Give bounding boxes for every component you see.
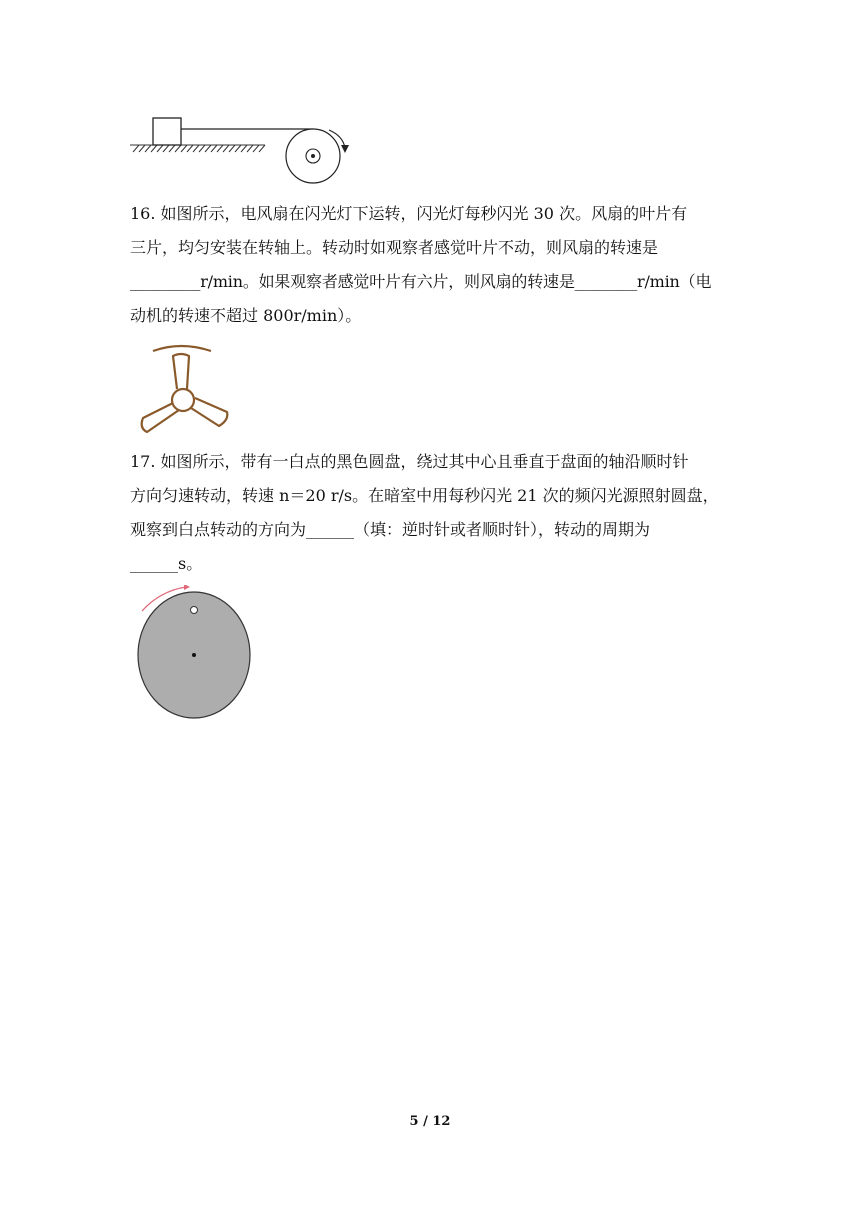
question-17 [130, 449, 740, 579]
disk-center [192, 653, 196, 657]
page-number: 5 / 12 [409, 1114, 451, 1129]
q17-line-3: 观察到白点转动的方向为______（填：逆时针或者顺时针），转动的周期为 [130, 520, 651, 539]
block [153, 118, 181, 145]
q16-line-3: _________r/min。如果观察者感觉叶片有六片，则风扇的转速是________r/min（电 [130, 272, 712, 291]
fan-hub [172, 389, 194, 411]
block-pulley-figure [125, 112, 365, 192]
ground-hatching [130, 145, 265, 152]
disk-figure [132, 585, 257, 725]
q17-line-2: 方向匀速转动，转速 n＝20 r/s。在暗室中用每秒闪光 21 次的频闪光源照射圆盘， [130, 486, 719, 505]
fan-guard-arc [153, 346, 211, 351]
q16-line-1: 16. 如图所示，电风扇在闪光灯下运转，闪光灯每秒闪光 30 次。风扇的叶片有 [130, 204, 688, 223]
white-dot [191, 607, 198, 614]
q17-line-1: 17. 如图所示，带有一白点的黑色圆盘，绕过其中心且垂直于盘面的轴沿顺时针 [130, 452, 689, 471]
fan-blade-right [191, 398, 227, 426]
q17-line-4: ______s。 [130, 554, 203, 573]
question-16 [130, 201, 740, 331]
q16-line-2: 三片，均匀安装在转轴上。转动时如观察者感觉叶片不动，则风扇的转速是 [130, 238, 659, 257]
fan-blade-top [173, 354, 189, 389]
q16-line-4: 动机的转速不超过 800r/min）。 [130, 306, 362, 325]
fan-figure [135, 344, 235, 434]
